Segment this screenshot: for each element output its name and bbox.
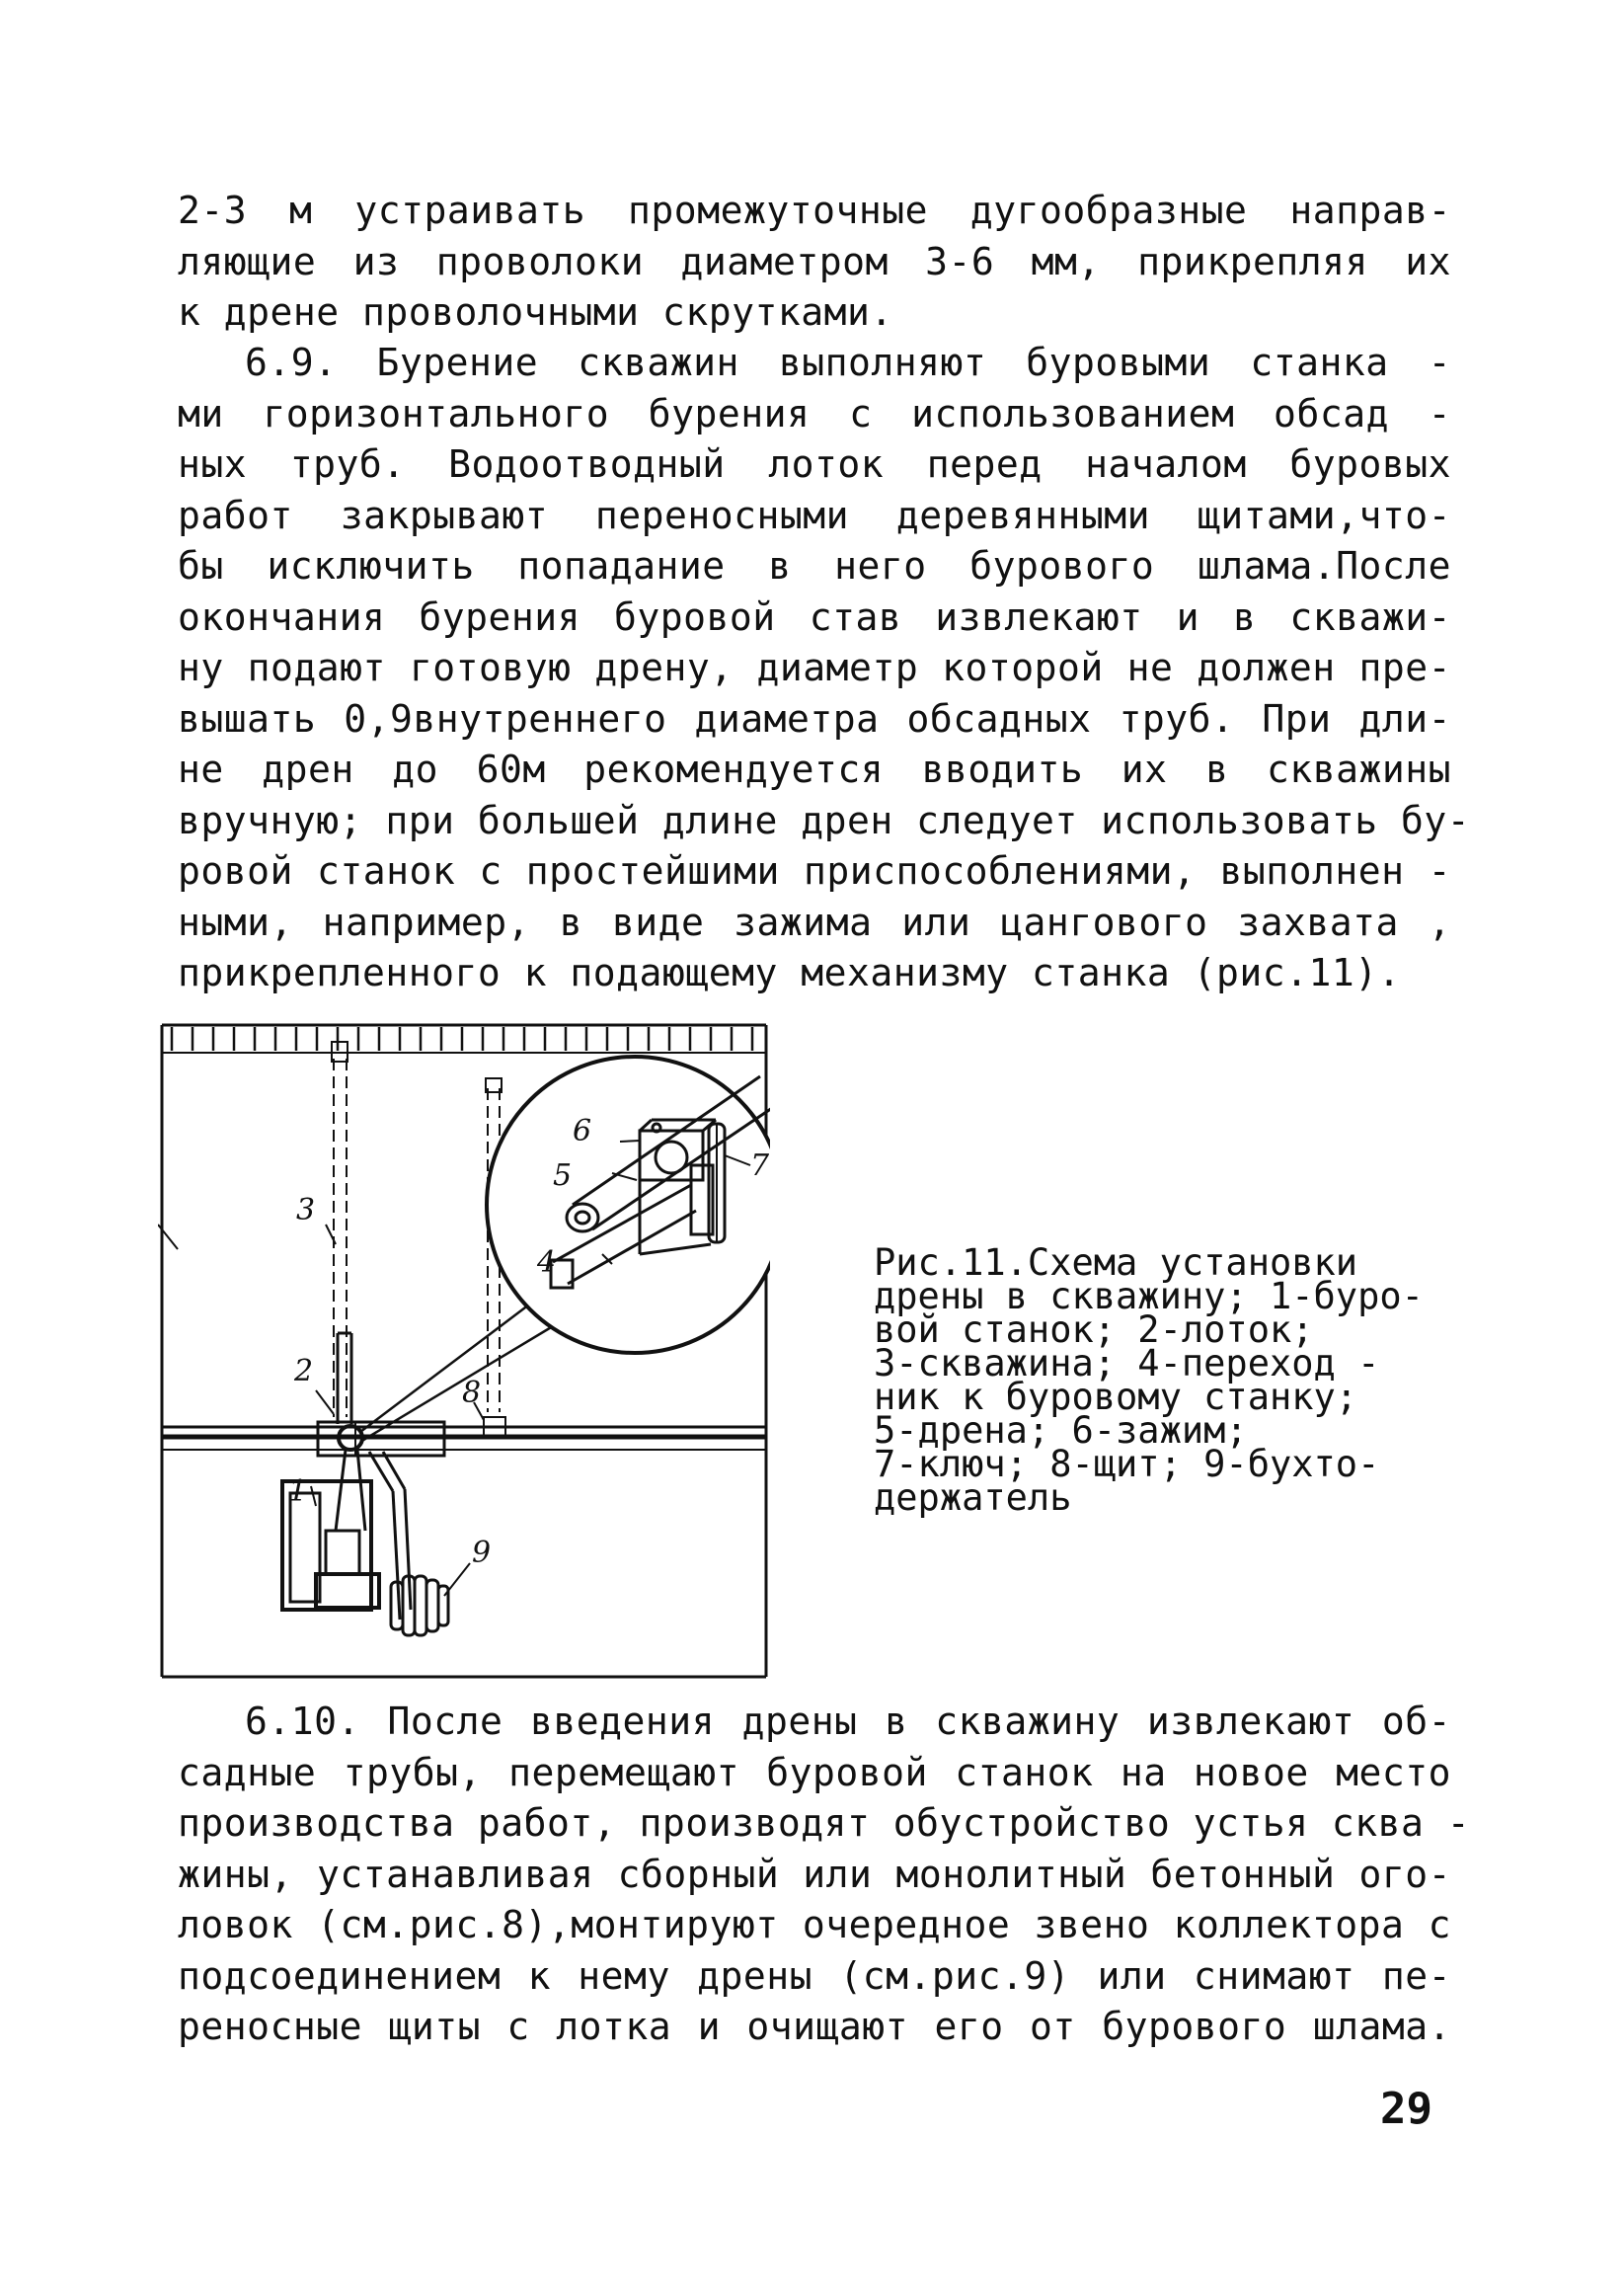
caption-line: 3-скважина; 4-переход - [874, 1342, 1380, 1384]
text-line: прикрепленного к подающему механизму станка (рис.11). [178, 951, 1402, 994]
figure-11-drawing [158, 1017, 770, 1679]
text-line: работ закрывают переносными деревянными щитами,что- [178, 493, 1451, 537]
text-line: бы исключить попадание в него бурового шлама.После [178, 544, 1451, 588]
caption-line: 5-дрена; 6-зажим; [874, 1409, 1248, 1452]
caption-line: вой станок; 2-лоток; [874, 1308, 1314, 1351]
text-line: 6.10. После введения дрены в скважину извлекают об- [245, 1700, 1451, 1743]
label-2: 2 [294, 1354, 314, 1388]
text-line: подсоединением к нему дрены (см.рис.9) или снимают пе- [178, 1953, 1451, 1998]
text-line: не дрен до 60м рекомендуется вводить их в скважины [178, 748, 1451, 791]
paragraph-6-10 [178, 1697, 1471, 2053]
caption-line: ник к буровому станку; [874, 1376, 1358, 1418]
text-line: окончания бурения буровой став извлекают и в скважи- [178, 594, 1451, 639]
paragraph-continuation [178, 186, 1451, 339]
label-3: 3 [296, 1193, 316, 1227]
label-6: 6 [573, 1114, 592, 1148]
text-line: садные трубы, перемещают буровой станок на новое место [178, 1750, 1451, 1794]
text-line: ровой станок с простейшими приспособлениями, выполнен - [178, 849, 1451, 893]
text-line: ляющие из проволоки диаметром 3-6 мм, прикрепляя их [178, 239, 1451, 283]
text-line: производства работ, производят обустройство устья сква - [178, 1801, 1471, 1845]
text-line: вручную; при большей длине дрен следует использовать бу- [178, 798, 1471, 842]
text-line: реносные щиты с лотка и очищают его от бурового шлама. [178, 2005, 1451, 2048]
caption-line: Рис.11.Схема установки [874, 1241, 1358, 1284]
text-line: ми горизонтального бурения с использованием обсад - [178, 391, 1451, 435]
text-line: ных труб. Водоотводный лоток перед началом буровых [178, 442, 1451, 486]
caption-line: держатель [874, 1476, 1072, 1519]
label-7: 7 [750, 1148, 770, 1183]
text-line: ными, например, в виде зажима или цангового захвата , [178, 900, 1451, 944]
caption-line: 7-ключ; 8-щит; 9-бухто- [874, 1443, 1380, 1485]
text-line: ну подают готовую дрену, диаметр которой не должен пре- [178, 646, 1451, 689]
label-8: 8 [462, 1376, 482, 1410]
text-line: ловок (см.рис.8),монтируют очередное звено коллектора с [178, 1903, 1451, 1946]
label-5: 5 [553, 1158, 573, 1193]
page-number: 29 [1380, 2084, 1432, 2134]
paragraph-6-9 [178, 338, 1471, 999]
label-4: 4 [537, 1245, 557, 1280]
text-line: к дрене проволочными скрутками. [178, 290, 893, 334]
text-line: 2-3 м устраивать промежуточные дугообразные направ- [178, 189, 1451, 232]
caption-line: дрены в скважину; 1-буро- [874, 1275, 1424, 1317]
label-1: 1 [288, 1474, 308, 1509]
drain-installation-diagram [158, 1017, 770, 1679]
text-line: вышать 0,9внутреннего диаметра обсадных труб. При дли- [178, 696, 1451, 741]
text-line: жины, устанавливая сборный или монолитный бетонный ого- [178, 1852, 1451, 1896]
label-9: 9 [472, 1536, 492, 1570]
figure-caption [874, 1241, 1456, 1519]
text-line: 6.9. Бурение скважин выполняют буровыми станка - [245, 341, 1451, 384]
